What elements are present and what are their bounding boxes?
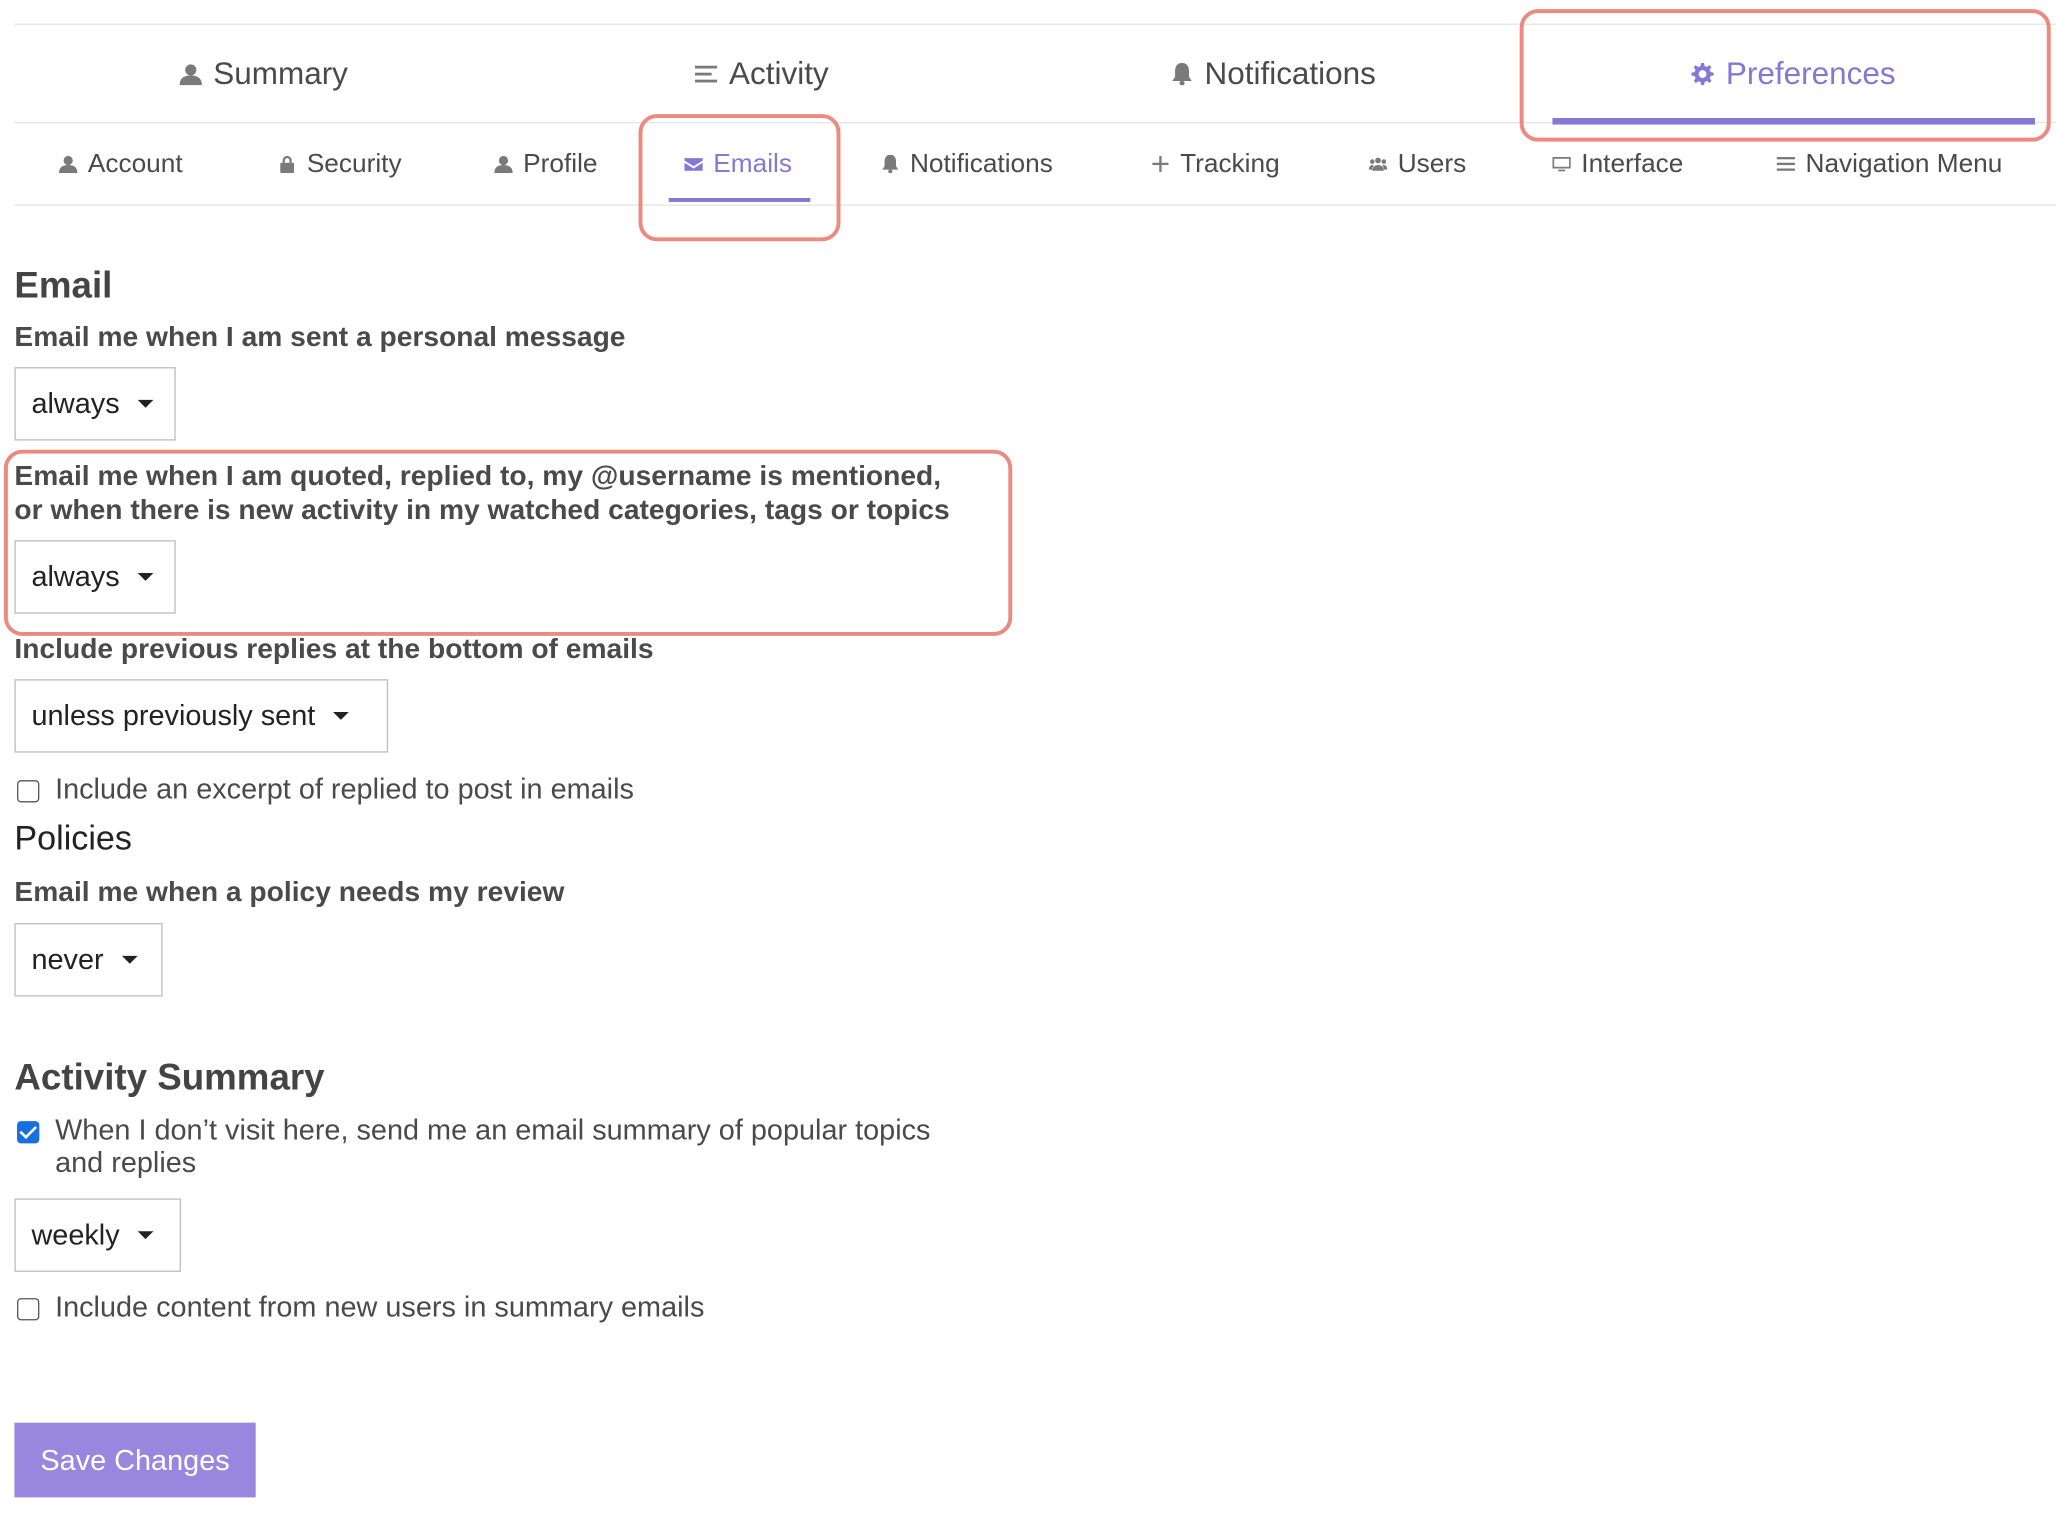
tab-summary[interactable] xyxy=(14,25,512,123)
bell-icon xyxy=(881,155,899,173)
plus-icon xyxy=(1151,155,1169,173)
subtab-profile[interactable] xyxy=(494,125,597,204)
policy-review-label: Email me when a policy needs my review xyxy=(14,875,565,908)
tab-preferences-label: Preferences xyxy=(1725,55,1896,92)
highlight-emails-tab xyxy=(639,114,841,241)
caret-down-icon xyxy=(334,712,350,720)
pm-email-select[interactable] xyxy=(14,367,175,440)
policy-review-select-value: never xyxy=(31,942,104,976)
subtab-navigation-menu-label: Navigation Menu xyxy=(1805,148,2003,178)
policy-review-select[interactable] xyxy=(14,923,162,996)
digest-frequency-select[interactable] xyxy=(14,1198,181,1271)
policies-heading: Policies xyxy=(14,818,132,858)
new-users-checkbox-row[interactable] xyxy=(17,1290,704,1323)
tab-notifications[interactable] xyxy=(1024,25,1522,123)
activity-email-label-line1: Email me when I am quoted, replied to, my @username is mentioned, xyxy=(14,460,942,492)
activity-summary-heading: Activity Summary xyxy=(14,1056,325,1098)
highlight-preferences-tab xyxy=(1520,9,2051,141)
previous-replies-select-value: unless previously sent xyxy=(31,698,316,732)
subtab-tracking[interactable] xyxy=(1151,125,1279,204)
excerpt-checkbox[interactable] xyxy=(17,780,39,802)
subtab-profile-label: Profile xyxy=(523,148,598,178)
subtab-notifications-label: Notifications xyxy=(909,148,1053,178)
user-icon xyxy=(59,155,77,173)
excerpt-checkbox-row[interactable] xyxy=(17,772,634,805)
digest-label-line1: When I don’t visit here, send me an email summary of popular topics xyxy=(55,1113,931,1146)
caret-down-icon xyxy=(138,1231,154,1239)
subtab-users[interactable] xyxy=(1369,125,1466,204)
lock-icon xyxy=(278,155,296,173)
tab-notifications-label: Notifications xyxy=(1204,55,1376,92)
pm-email-select-value: always xyxy=(31,386,120,420)
user-icon xyxy=(494,155,512,173)
activity-email-select-value: always xyxy=(31,559,120,593)
subtab-notifications[interactable] xyxy=(881,125,1053,204)
new-users-checkbox-label: Include content from new users in summary emails xyxy=(55,1290,705,1324)
desktop-icon xyxy=(1552,155,1570,173)
previous-replies-select[interactable] xyxy=(14,679,388,752)
stream-icon xyxy=(695,63,717,85)
bell-icon xyxy=(1170,63,1192,85)
caret-down-icon xyxy=(138,573,154,581)
subtab-security[interactable] xyxy=(278,125,402,204)
pm-email-label: Email me when I am sent a personal message xyxy=(14,321,626,353)
excerpt-checkbox-label: Include an excerpt of replied to post in emails xyxy=(55,772,634,806)
tab-summary-label: Summary xyxy=(213,55,348,92)
save-changes-button[interactable]: Save Changes xyxy=(14,1423,255,1498)
digest-checkbox-row[interactable] xyxy=(17,1113,930,1179)
tab-activity[interactable] xyxy=(513,25,1011,123)
digest-checkbox[interactable] xyxy=(17,1121,39,1143)
digest-checkbox-label xyxy=(55,1113,930,1179)
subtab-users-label: Users xyxy=(1397,148,1467,178)
subtab-tracking-label: Tracking xyxy=(1180,148,1280,178)
tab-activity-label: Activity xyxy=(729,55,829,92)
caret-down-icon xyxy=(122,956,138,964)
bars-icon xyxy=(1777,155,1795,173)
email-heading: Email xyxy=(14,264,113,306)
new-users-checkbox[interactable] xyxy=(17,1298,39,1320)
users-icon xyxy=(1369,155,1387,173)
caret-down-icon xyxy=(138,400,154,408)
previous-replies-label: Include previous replies at the bottom of emails xyxy=(14,633,654,665)
subtab-account[interactable] xyxy=(59,125,183,204)
subtab-interface-label: Interface xyxy=(1581,148,1684,178)
activity-email-label-line2: or when there is new activity in my watched categories, tags or topics xyxy=(14,494,950,526)
user-icon xyxy=(179,63,201,85)
digest-frequency-select-value: weekly xyxy=(31,1218,120,1251)
subtab-emails-label: Emails xyxy=(713,148,792,178)
digest-label-line2: and replies xyxy=(55,1145,197,1179)
subtab-account-label: Account xyxy=(87,148,183,178)
subtab-security-label: Security xyxy=(306,148,402,178)
activity-email-select[interactable] xyxy=(14,540,175,613)
